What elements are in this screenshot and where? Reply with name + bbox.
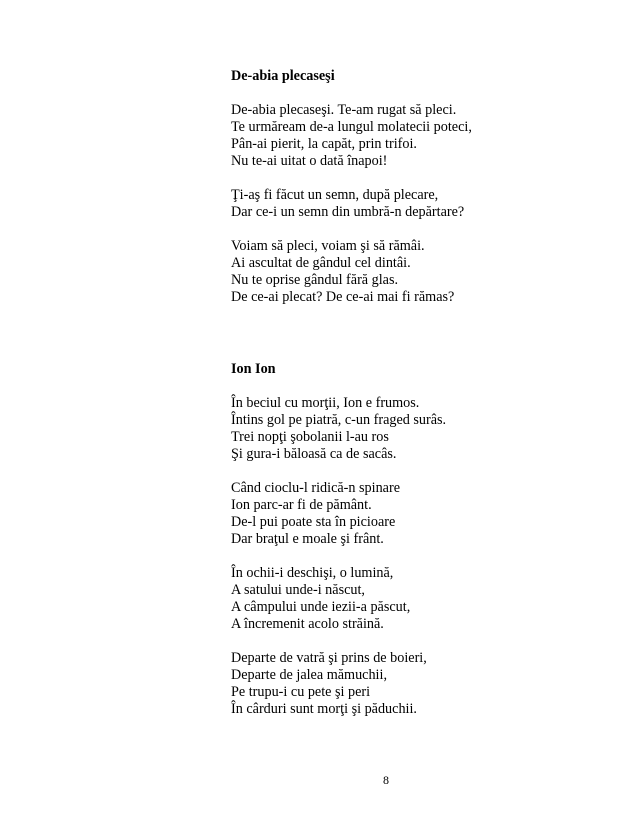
verse-line: În beciul cu morţii, Ion e frumos.: [231, 395, 420, 411]
stanza: [231, 238, 591, 306]
verse-line: Dar ce-i un semn din umbră-n depărtare?: [231, 204, 465, 220]
page-number: 8: [383, 773, 389, 787]
poem-ion-ion: [231, 361, 591, 718]
verse-line: De-abia plecaseşi. Te-am rugat să pleci.: [231, 102, 457, 118]
verse-line: Trei nopţi şobolanii l-au ros: [231, 429, 389, 445]
verse-line: Pe trupu-i cu pete şi peri: [231, 684, 371, 700]
verse-line: Voiam să pleci, voiam şi să rămâi.: [231, 238, 425, 254]
verse-line: Întins gol pe piatră, c-un fraged surâs.: [231, 412, 447, 428]
verse-line: Departe de jalea mămuchii,: [231, 667, 387, 683]
verse-line: De ce-ai plecat? De ce-ai mai fi rămas?: [231, 289, 455, 305]
stanza: [231, 480, 591, 548]
stanza: [231, 565, 591, 633]
poem-de-abia-plecasesi: [231, 68, 591, 306]
verse-line: Dar braţul e moale şi frânt.: [231, 531, 384, 547]
page-content: [231, 68, 591, 735]
verse-line: Te urmăream de-a lungul molatecii poteci,: [231, 119, 472, 135]
verse-line: A câmpului unde iezii-a păscut,: [231, 599, 411, 615]
stanza: [231, 650, 591, 718]
verse-line: De-l pui poate sta în picioare: [231, 514, 396, 530]
stanza: [231, 187, 591, 221]
verse-line: Nu te-ai uitat o dată înapoi!: [231, 153, 388, 169]
poem-separator: [231, 323, 591, 361]
verse-line: Pân-ai pierit, la capăt, prin trifoi.: [231, 136, 417, 152]
verse-line: Şi gura-i băloasă ca de sacâs.: [231, 446, 397, 462]
poem-title: Ion Ion: [231, 361, 276, 377]
verse-line: Ion parc-ar fi de pământ.: [231, 497, 372, 513]
verse-line: A satului unde-i născut,: [231, 582, 365, 598]
verse-line: Ţi-aş fi făcut un semn, după plecare,: [231, 187, 439, 203]
stanza: [231, 102, 591, 170]
verse-line: În cârduri sunt morţi şi păduchii.: [231, 701, 417, 717]
verse-line: Departe de vatră şi prins de boieri,: [231, 650, 427, 666]
verse-line: A încremenit acolo străină.: [231, 616, 384, 632]
verse-line: Ai ascultat de gândul cel dintâi.: [231, 255, 411, 271]
stanza: [231, 395, 591, 463]
verse-line: Când cioclu-l ridică-n spinare: [231, 480, 401, 496]
poem-title: De-abia plecaseşi: [231, 68, 335, 84]
verse-line: Nu te oprise gândul fără glas.: [231, 272, 399, 288]
verse-line: În ochii-i deschişi, o lumină,: [231, 565, 394, 581]
